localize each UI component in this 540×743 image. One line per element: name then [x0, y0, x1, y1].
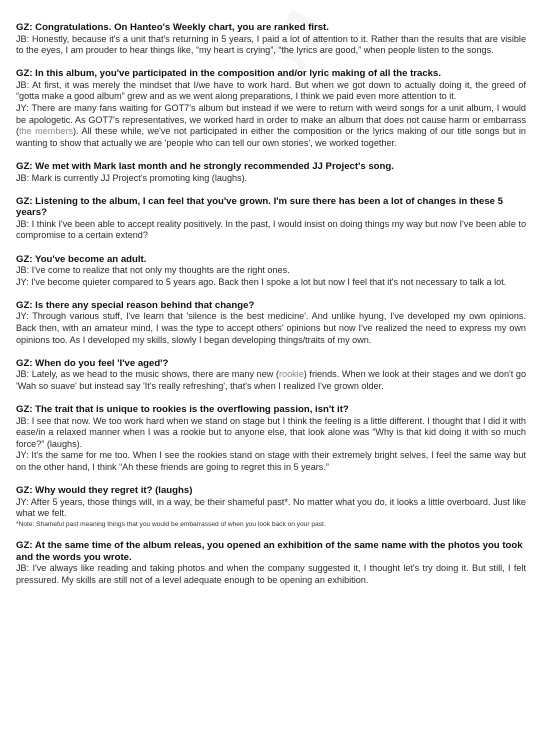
- answer: JY: It's the same for me too. When I see the rookies stand on stage with their extremely bright selves, I feel the same way but on the other hand, I think “Ah these friends are going to regret this in 5 years.”: [16, 450, 526, 472]
- answer: JY: Through various stuff, I've learn that 'silence is the best medicine'. And unlike hyung, I've developed my own opinions. Back then, with an amateur mind, I was the type to accept others' opinions but now I've realized the need to express my own opinions too. As I developed my skills, slowly I began developing things/traits of my own.: [16, 311, 526, 345]
- annotation-text: rookie: [278, 369, 304, 380]
- answer: [16, 369, 526, 392]
- answer: JB: Honestly, because it's a unit that's returning in 5 years, I paid a lot of attention to it. Rather than the results that are visible to the eyes, I am prouder to hear things like, “my heart is crying”, “the lyrics are good,” when people listen to the songs.: [16, 33, 526, 56]
- answer: JB: I think I've been able to accept reality positively. In the past, I would insist on doing things my way but now I've been able to compromise to a certain extend?: [16, 218, 526, 241]
- question: GZ: In this album, you've participated in the composition and/or lyric making of all the tracks.: [16, 68, 442, 80]
- qa-block-2: [16, 68, 526, 149]
- question: GZ: Why would they regret it? (laughs): [16, 485, 193, 496]
- qa-block-10: [16, 540, 526, 586]
- answer: [16, 103, 526, 149]
- answer: JB: I've always like reading and taking photos and when the company suggested it, I thought let's try doing it. But still, I felt pressured. My skills are still not of a level adequate enough to be opening an exhibition.: [16, 563, 526, 586]
- question: GZ: You've become an adult.: [16, 253, 147, 265]
- question: GZ: Congratulations. On Hanteo's Weekly chart, you are ranked first.: [16, 22, 329, 33]
- qa-block-3: [16, 161, 526, 184]
- question: GZ: Is there any special reason behind that change?: [16, 299, 255, 311]
- question: GZ: At the same time of the album releas, you opened an exhibition of the same name with the photos you took and the words you wrote.: [16, 540, 523, 563]
- annotation-text: the members: [19, 126, 74, 137]
- answer-text: JY: There are many fans waiting for GOT7's album but instead if we were to return with weird songs for a unit album, I would be apologetic. As GOT7's representatives, we worked hard in order to make an album that does not cause harm or embarrass (: [16, 103, 526, 137]
- qa-block-5: [16, 254, 526, 289]
- qa-block-4: [16, 196, 526, 242]
- qa-block-9: [16, 485, 526, 529]
- question: GZ: The trait that is unique to rookies is the overflowing passion, isn't it?: [16, 403, 349, 415]
- answer: JB: At first, it was merely the mindset that I/we have to work hard. But when we got down to actually doing it, the greed of “gotta make a good album” grew and as we went along preparations, I think we paid even more attention to it.: [16, 79, 526, 102]
- answer: JY: After 5 years, those things will, in a way, be their shameful past*. No matter what you do, it looks a little overboard. Just like what we felt.: [16, 496, 526, 519]
- answer: JB: I see that now. We too work hard when we stand on stage but I think the feeling is a little different. I thought that I did it with ease/in a relaxed manner when I was a rookie but to anyone else, that look alone was “Why is that kid doing it with so much force?” (laughs).: [16, 415, 526, 449]
- answer-text: ). All these while, we've not participated in either the composition or the lyrics making of our title songs but in wanting to show that actually we are 'people who can tell our own stories', we worked together.: [16, 126, 526, 148]
- question: GZ: We met with Mark last month and he strongly recommended JJ Project's song.: [16, 160, 394, 172]
- answer: JB: Mark is currently JJ Project's promoting king (laughs).: [16, 172, 248, 183]
- qa-block-8: [16, 404, 526, 474]
- answer: JB: I've come to realize that not only my thoughts are the right ones.: [16, 265, 290, 276]
- question: GZ: Listening to the album, I can feel that you've grown. I'm sure there has been a lot of changes in these 5 years?: [16, 195, 504, 219]
- qa-block-7: [16, 358, 526, 393]
- answer-text: JB: Lately, as we head to the music shows, there are many new (: [16, 369, 279, 380]
- question: GZ: When do you feel 'I've aged'?: [16, 357, 169, 369]
- qa-block-6: [16, 300, 526, 346]
- answer-text: ) friends. When we look at their stages and we don't go 'Wah so suave' but instead say 'It's really refreshing', that's when I realized I've grown older.: [16, 369, 527, 391]
- answer: JY: I've become quieter compared to 5 years ago. Back then I spoke a lot but now I feel that it's not necessary to talk a lot.: [16, 276, 507, 287]
- footnote: *Note: Shameful past meaning things that you would be embarrassed of when you look back on your past.: [16, 520, 326, 528]
- qa-block-1: [16, 22, 526, 57]
